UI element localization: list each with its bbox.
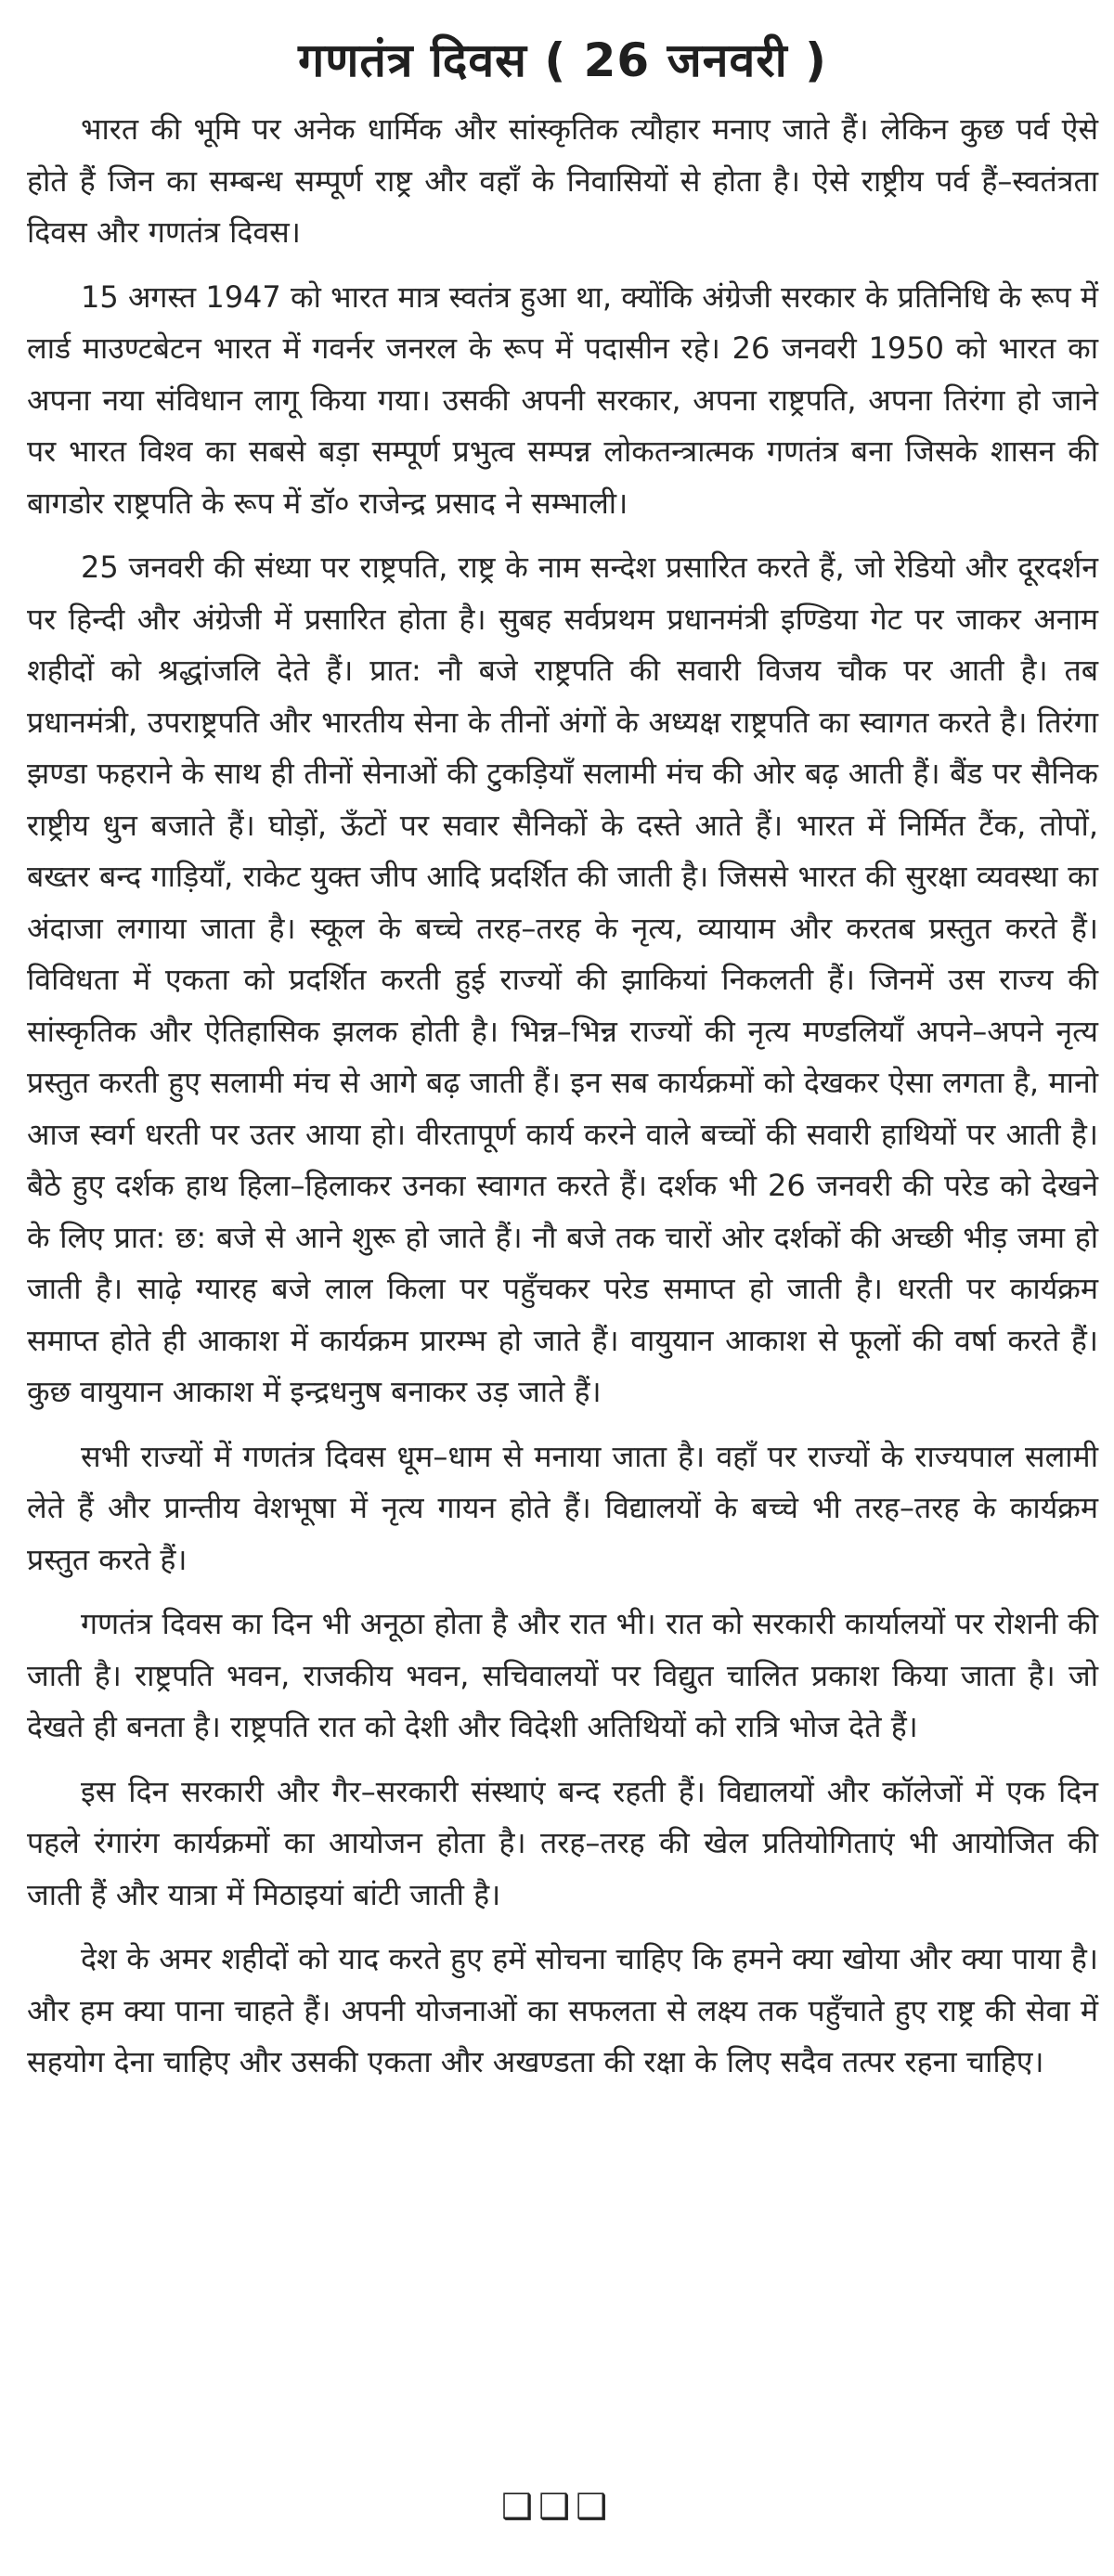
essay-paragraph-4: सभी राज्यों में गणतंत्र दिवस धूम–धाम से मनाया जाता है। वहाँ पर राज्यों के राज्यपाल सलामी लेते हैं और प्रान्तीय वेशभूषा में नृत्य गायन होते हैं। विद्यालयों के बच्चे भी तरह–तरह के कार्यक्रम प्रस्तुत करते हैं। xyxy=(27,1438,1098,1577)
essay-title: गणतंत्र दिवस ( 26 जनवरी ) xyxy=(298,33,827,87)
essay-paragraph-1: भारत की भूमि पर अनेक धार्मिक और सांस्कृतिक त्यौहार मनाए जाते हैं। लेकिन कुछ पर्व ऐसे होते हैं जिन का सम्बन्ध सम्पूर्ण राष्ट्र और वहाँ के निवासियों से होता है। ऐसे राष्ट्रीय पर्व हैं–स्वतंत्रता दिवस और गणतंत्र दिवस। xyxy=(27,111,1098,250)
essay-paragraph-6: इस दिन सरकारी और गैर–सरकारी संस्थाएं बन्द रहती हैं। विद्यालयों और कॉलेजों में एक दिन पहले रंगारंग कार्यक्रमों का आयोजन होता है। तरह–तरह की खेल प्रतियोगिताएं भी आयोजित की जाती हैं और यात्रा में मिठाइयां बांटी जाती है। xyxy=(27,1773,1098,1912)
essay-paragraph-5: गणतंत्र दिवस का दिन भी अनूठा होता है और रात भी। रात को सरकारी कार्यालयों पर रोशनी की जाती है। राष्ट्रपति भवन, राजकीय भवन, सचिवालयों पर विद्युत चालित प्रकाश किया जाता है। जो देखते ही बनता है। राष्ट्रपति रात को देशी और विदेशी अतिथियों को रात्रि भोज देते हैं। xyxy=(27,1606,1098,1744)
essay-paragraph-2: 15 अगस्त 1947 को भारत मात्र स्वतंत्र हुआ था, क्योंकि अंग्रेजी सरकार के प्रतिनिधि के रूप में लार्ड माउण्टबेटन भारत में गवर्नर जनरल के रूप में पदासीन रहे। 26 जनवरी 1950 को भारत का अपना नया संविधान लागू किया गया। उसकी अपनी सरकार, अपना राष्ट्रपति, अपना तिरंगा हो जाने पर भारत विश्व का सबसे बड़ा सम्पूर्ण प्रभुत्व सम्पन्न लोकतन्त्रात्मक गणतंत्र बना जिसके शासन की बागडोर राष्ट्रपति के रूप में डॉ० राजेन्द्र प्रसाद ने सम्भाली। xyxy=(27,278,1098,521)
end-of-essay-marks: ❑❑❑ xyxy=(500,2486,614,2527)
essay-paragraph-7: देश के अमर शहीदों को याद करते हुए हमें सोचना चाहिए कि हमने क्या खोया और क्या पाया है। और हम क्या पाना चाहते हैं। अपनी योजनाओं का सफलता से लक्ष्य तक पहुँचाते हुए राष्ट्र की सेवा में सहयोग देना चाहिए और उसकी एकता और अखण्डता की रक्षा के लिए सदैव तत्पर रहना चाहिए। xyxy=(27,1941,1098,2079)
essay-paragraph-3: 25 जनवरी की संध्या पर राष्ट्रपति, राष्ट्र के नाम सन्देश प्रसारित करते हैं, जो रेडियो और दूरदर्शन पर हिन्दी और अंग्रेजी में प्रसारित होता है। सुबह सर्वप्रथम प्रधानमंत्री इण्डिया गेट पर जाकर अनाम शहीदों को श्रद्धांजलि देते हैं। प्रात: नौ बजे राष्ट्रपति की सवारी विजय चौक पर आती है। तब प्रधानमंत्री, उपराष्ट्रपति और भारतीय सेना के तीनों अंगों के अध्यक्ष राष्ट्रपति का स्वागत करते है। तिरंगा झण्डा फहराने के साथ ही तीनों सेनाओं की टुकड़ियाँ सलामी मंच की ओर बढ़ आती हैं। बैंड पर सैनिक राष्ट्रीय धुन बजाते हैं। घोड़ों, ऊँटों पर सवार सैनिकों के दस्ते आते हैं। भारत में निर्मित टैंक, तोपों, बख्तर बन्द गाड़ियाँ, राकेट युक्त जीप आदि प्रदर्शित की जाती है। जिससे भारत की सुरक्षा व्यवस्था का अंदाजा लगाया जाता है। स्कूल के बच्चे तरह–तरह के नृत्य, व्यायाम और करतब प्रस्तुत करते हैं। विविधता में एकता को प्रदर्शित करती हुई राज्यों की झाकियां निकलती हैं। जिनमें उस राज्य की सांस्कृतिक और ऐतिहासिक झलक होती है। भिन्न–भिन्न राज्यों की नृत्य मण्डलियाँ अपने–अपने नृत्य प्रस्तुत करती हुए सलामी मंच से आगे बढ़ जाती हैं। इन सब कार्यक्रमों को देखकर ऐसा लगता है, मानो आज स्वर्ग धरती पर उतर आया हो। वीरतापूर्ण कार्य करने वाले बच्चों की सवारी हाथियों पर आती है। बैठे हुए दर्शक हाथ हिला–हिलाकर उनका स्वागत करते हैं। दर्शक भी 26 जनवरी की परेड को देखने के लिए प्रात: छ: बजे से आने शुरू हो जाते हैं। नौ बजे तक चारों ओर दर्शकों की अच्छी भीड़ जमा हो जाती है। साढ़े ग्यारह बजे लाल किला पर पहुँचकर परेड समाप्त हो जाती है। धरती पर कार्यक्रम समाप्त होते ही आकाश में कार्यक्रम प्रारम्भ हो जाते हैं। वायुयान आकाश से फूलों की वर्षा करते हैं। कुछ वायुयान आकाश में इन्द्रधनुष बनाकर उड़ जाते हैं। xyxy=(27,550,1098,1409)
